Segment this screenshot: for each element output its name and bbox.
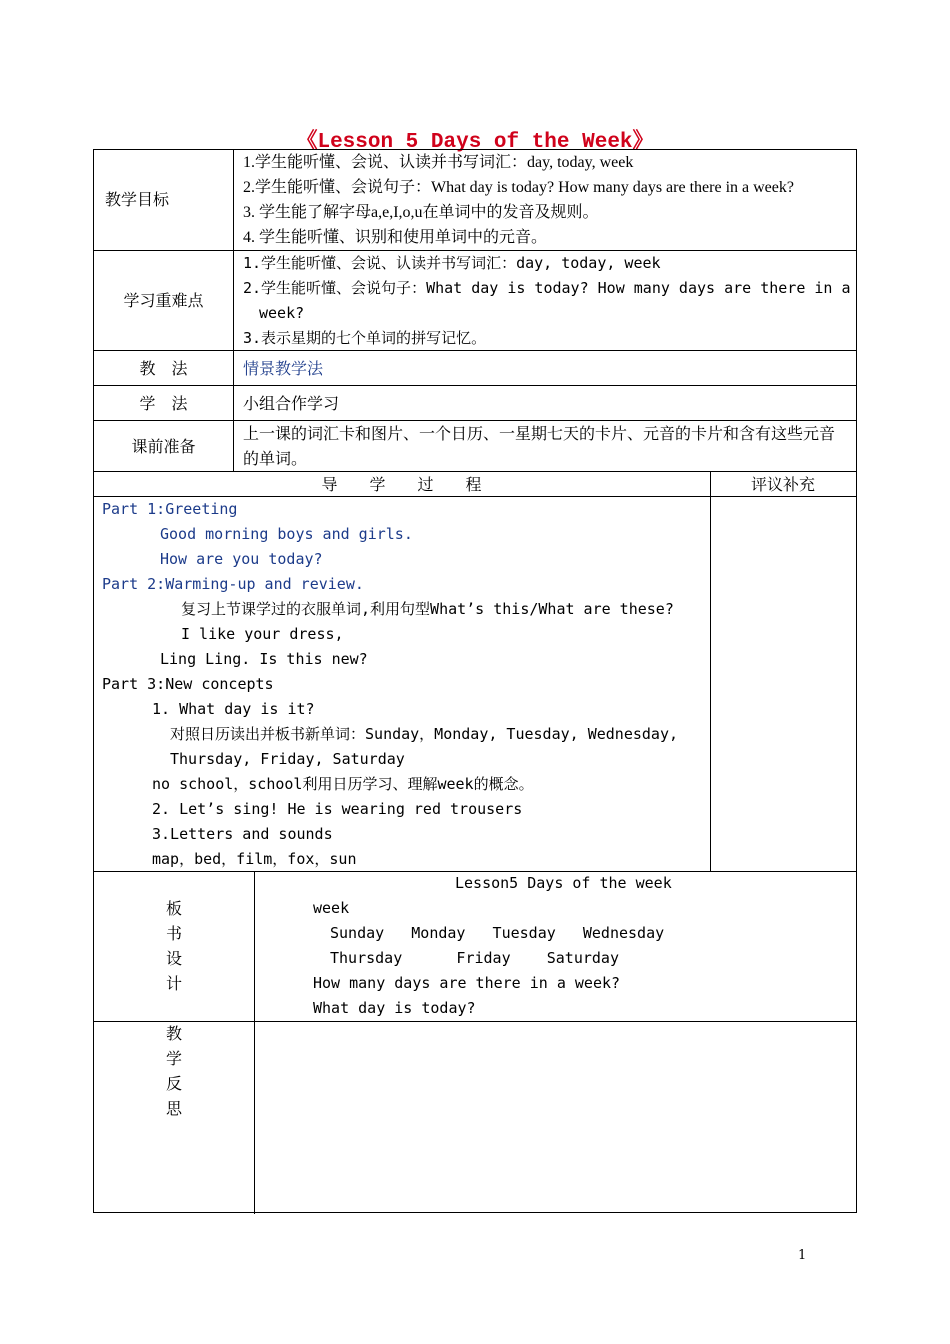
teaching-method-label: 教 法 [139,359,188,378]
key-points-list [243,251,853,351]
process-line: Ling Ling. Is this new? [160,650,368,668]
board-line: How many days are there in a week? [313,974,621,992]
board-label [94,896,254,996]
preparation-line: 的单词。 [243,449,308,468]
preparation-line: 上一课的词汇卡和图片、一个日历、一星期七天的卡片、元音的卡片和含有这些元音 [243,424,836,443]
document-title: 《Lesson 5 Days of the Week》 [296,131,654,154]
board-label-char: 板 [165,899,182,918]
goal-item: 1.学生能听懂、会说、认读并书写词汇：day, today, week [243,154,634,171]
preparation-text [243,421,853,471]
goals-list [243,150,853,250]
reflection-label-char: 教 [165,1024,182,1043]
process-line: 对照日历读出并板书新单词：Sunday，Monday, Tuesday, Wednesday, [170,725,679,743]
process-line: 复习上节课学过的衣服单词,利用句型What’s this/What are these? [181,600,674,618]
reflection-label-char: 反 [165,1074,182,1093]
key-points-label: 学习重难点 [123,291,204,310]
reflection-label-char: 思 [165,1099,182,1118]
process-line: Good morning boys and girls. [160,525,413,543]
process-body [102,497,708,872]
board-line: Thursday Friday Saturday [330,949,619,967]
goals-label: 教学目标 [104,190,169,209]
process-line: 1. What day is it? [152,700,315,718]
process-line: no school，school利用日历学习、理解week的概念。 [152,775,534,793]
board-line: Sunday Monday Tuesday Wednesday [330,924,665,942]
board-line: What day is today? [313,999,476,1017]
process-line: Thursday, Friday, Saturday [170,750,405,768]
board-label-char: 设 [165,949,182,968]
process-line: 3.Letters and sounds [152,825,333,843]
process-header: 导 学 过 程 [321,475,482,494]
process-line: Part 2:Warming-up and review. [102,575,364,593]
reflection-label [94,1021,254,1121]
board-label-char: 书 [165,924,182,943]
goal-item: 3. 学生能了解字母a,e,I,o,u在单词中的发音及规则。 [243,204,599,221]
learning-method-label: 学 法 [139,394,188,413]
comment-header: 评议补充 [750,475,815,494]
key-point-item: 3.表示星期的七个单词的拼写记忆。 [243,329,487,347]
key-point-item: 2.学生能听懂、会说句子：What day is today? How many days are there in a [243,279,851,297]
process-line: Part 1:Greeting [102,500,238,518]
process-line: How are you today? [160,550,323,568]
process-line: 2. Let’s sing! He is wearing red trousers [152,800,523,818]
goal-item: 2.学生能听懂、会说句子：What day is today? How many days are there in a week? [243,179,794,196]
goal-item: 4. 学生能听懂、识别和使用单词中的元音。 [243,229,548,246]
page-number: 1 [798,1248,807,1263]
reflection-label-char: 学 [165,1049,182,1068]
process-line: Part 3:New concepts [102,675,274,693]
process-line: I like your dress, [181,625,344,643]
teaching-method-value: 情景教学法 [243,359,324,378]
key-point-item: 1.学生能听懂、会说、认读并书写词汇：day, today, week [243,254,661,272]
learning-method-value: 小组合作学习 [243,394,340,413]
process-line: map，bed，film，fox，sun [152,850,357,868]
board-content [255,871,853,1021]
preparation-label: 课前准备 [131,437,196,456]
board-label-char: 计 [165,974,182,993]
board-line: Lesson5 Days of the week [455,874,672,892]
key-point-item: week? [259,304,305,322]
board-line: week [313,899,350,917]
